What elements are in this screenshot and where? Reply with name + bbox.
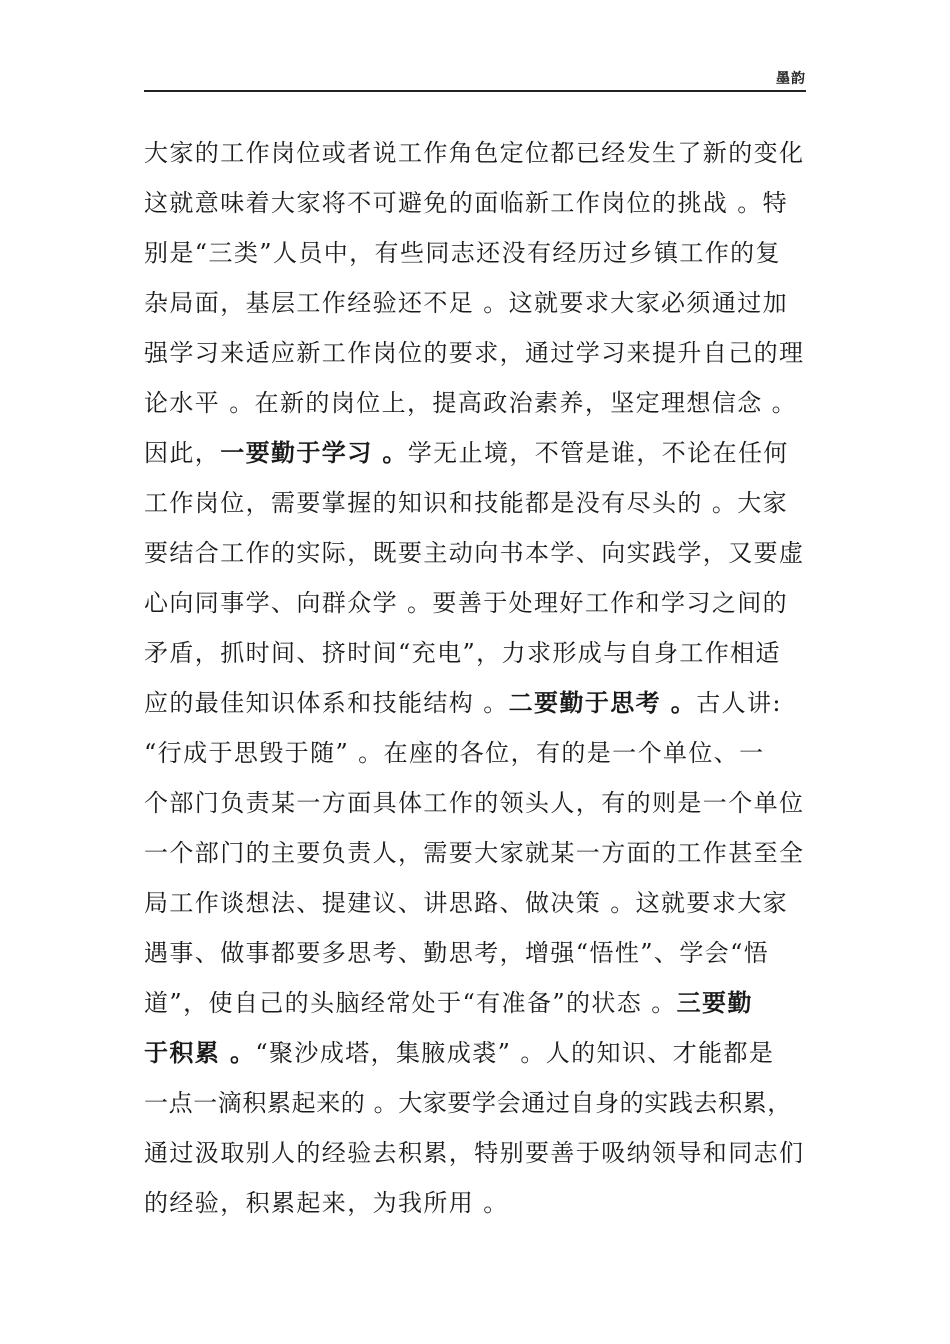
page-header bbox=[144, 64, 806, 92]
text-line bbox=[144, 378, 824, 428]
text-segment: 杂局面，基层工作经验还不足 。这就要求大家必须通过加 bbox=[144, 289, 789, 317]
bold-heading-segment: 一要勤于学习 。 bbox=[220, 438, 408, 467]
text-line bbox=[144, 128, 824, 178]
text-line bbox=[144, 828, 824, 878]
text-segment: 一点一滴积累起来的 。大家要学会通过自身的实践去积累， bbox=[144, 1089, 792, 1117]
text-segment: 要结合工作的实际，既要主动向书本学、向实践学，又要虚 bbox=[144, 539, 805, 567]
text-line bbox=[144, 478, 824, 528]
text-segment: 强学习来适应新工作岗位的要求，通过学习来提升自己的理 bbox=[144, 339, 805, 367]
bold-heading-segment: 三要勤 bbox=[676, 988, 753, 1017]
text-line bbox=[144, 528, 824, 578]
text-segment: 通过汲取别人的经验去积累，特别要善于吸纳领导和同志们 bbox=[144, 1139, 805, 1167]
text-line bbox=[144, 1028, 824, 1078]
text-line bbox=[144, 328, 824, 378]
text-line bbox=[144, 878, 824, 928]
text-line bbox=[144, 428, 824, 478]
header-brand: 墨韵 bbox=[776, 71, 806, 87]
bold-heading-segment: 于积累 。 bbox=[144, 1038, 256, 1067]
text-segment: 论水平 。在新的岗位上，提高政治素养，坚定理想信念 。 bbox=[144, 389, 798, 417]
text-segment: 古人讲: bbox=[696, 689, 782, 717]
text-segment: 遇事、做事都要多思考、勤思考，增强“悟性”、学会“悟 bbox=[144, 939, 770, 967]
text-line bbox=[144, 278, 824, 328]
text-line bbox=[144, 728, 824, 778]
text-segment: “行成于思毁于随” 。在座的各位，有的是一个单位、一 bbox=[144, 739, 765, 767]
text-line bbox=[144, 228, 824, 278]
text-segment: 工作岗位，需要掌握的知识和技能都是没有尽头的 。大家 bbox=[144, 489, 789, 517]
text-segment: 心向同事学、向群众学 。要善于处理好工作和学习之间的 bbox=[144, 589, 789, 617]
text-line bbox=[144, 578, 824, 628]
text-segment: 矛盾，抓时间、挤时间“充电”，力求形成与自身工作相适 bbox=[144, 639, 781, 667]
text-line bbox=[144, 978, 824, 1028]
bold-heading-segment: 二要勤于思考 。 bbox=[508, 688, 697, 717]
text-segment: 大家的工作岗位或者说工作角色定位都已经发生了新的变化 bbox=[144, 139, 805, 167]
text-segment: 道”，使自己的头脑经常处于“有准备”的状态 。 bbox=[144, 989, 677, 1017]
text-segment: 因此， bbox=[144, 439, 221, 467]
text-line bbox=[144, 1128, 824, 1178]
text-line bbox=[144, 628, 824, 678]
text-segment: 的经验，积累起来，为我所用 。 bbox=[144, 1189, 509, 1217]
text-line bbox=[144, 1178, 824, 1228]
body-text bbox=[144, 128, 824, 1228]
text-segment: 局工作谈想法、提建议、讲思路、做决策 。这就要求大家 bbox=[144, 889, 789, 917]
text-segment: 别是“三类”人员中，有些同志还没有经历过乡镇工作的复 bbox=[144, 239, 781, 267]
text-line bbox=[144, 1078, 824, 1128]
text-segment: “聚沙成塔，集腋成裘” 。人的知识、才能都是 bbox=[255, 1039, 775, 1067]
text-segment: 一个部门的主要负责人，需要大家就某一方面的工作甚至全 bbox=[144, 839, 805, 867]
text-line bbox=[144, 178, 824, 228]
text-segment: 应的最佳知识体系和技能结构 。 bbox=[144, 689, 509, 717]
text-line bbox=[144, 928, 824, 978]
text-segment: 个部门负责某一方面具体工作的领头人，有的则是一个单位 bbox=[144, 789, 805, 817]
text-line bbox=[144, 778, 824, 828]
text-line bbox=[144, 678, 824, 728]
text-segment: 学无止境，不管是谁，不论在任何 bbox=[407, 439, 789, 467]
text-segment: 这就意味着大家将不可避免的面临新工作岗位的挑战 。特 bbox=[144, 189, 789, 217]
